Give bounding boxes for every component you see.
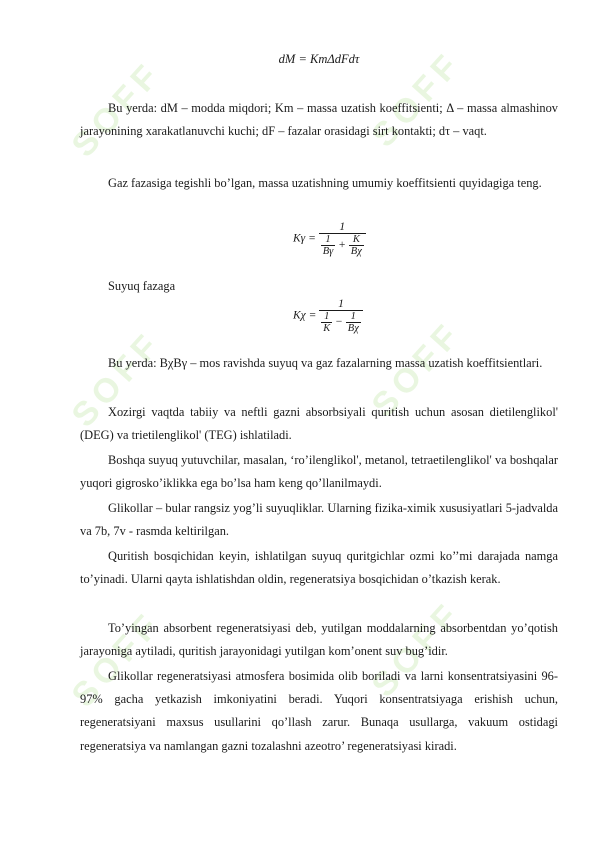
paragraph-6: Glikollar – bular rangsiz yog’li suyuqliklar. Ularning fizika-ximik xususiyatlari 5-jadvalda va 7b, 7v - rasmda keltirilgan. xyxy=(80,501,558,539)
paragraph-2: Gaz fazasiga tegishli bo’lgan, massa uzatishning umumiy koeffitsienti quyidagiga teng. xyxy=(108,176,542,190)
formula-liquid-t1-num: 1 xyxy=(321,311,332,323)
watermark: SOFF xyxy=(64,323,170,435)
formula-liquid-op: − xyxy=(335,316,343,329)
paragraph-7: Quritish bosqichidan keyin, ishlatilgan suyuq quritgichlar ozmi ko’’mi darajada namga to’yinadi. Ularni qayta ishlatishdan oldin, regeneratsiya bosqichidan o’tkazish kerak. xyxy=(80,549,558,587)
formula-liquid-t2-den: Bχ xyxy=(347,323,359,334)
formula-gas-t1-num: 1 xyxy=(321,234,336,246)
label-liquid: Suyuq fazaga xyxy=(108,279,176,293)
paragraph-8: To’yingan absorbent regeneratsiyasi deb, yutilgan moddalarning absorbentdan yo’qotish jarayoniga aytiladi, quritish jarayonidagi yutilgan kom’onent suv bug’idir. xyxy=(80,621,558,659)
formula-liquid-numerator: 1 xyxy=(319,298,363,311)
watermark: SOFF xyxy=(364,593,470,705)
watermark: SOFF xyxy=(364,313,470,425)
formula-gas-eq: = xyxy=(308,232,316,245)
formula-main: dM = KmΔdFdτ xyxy=(278,52,360,66)
formula-liquid-eq: = xyxy=(308,309,317,322)
formula-liquid-t1-den: K xyxy=(323,323,331,334)
formula-liquid-t2-num: 1 xyxy=(346,311,361,323)
formula-gas-t2-den: Bχ xyxy=(350,246,362,257)
paragraph-5: Boshqa suyuq yutuvchilar, masalan, ‘ro’ilenglikol', metanol, tetraetilenglikol' va boshqalar yuqori gigrosko’iklikka ega bo’lsa ham keng qo’llanilmaydi. xyxy=(80,453,558,491)
formula-liquid xyxy=(293,298,363,334)
watermark: SOFF xyxy=(364,43,470,155)
formula-gas-t2-num: K xyxy=(349,234,364,246)
formula-gas-t1-den: Bγ xyxy=(322,246,334,257)
formula-gas-lhs: Kγ xyxy=(293,232,306,245)
formula-gas-op: + xyxy=(338,239,346,252)
paragraph-9: Glikollar regeneratsiyasi atmosfera bosimida olib boriladi va larni konsentratsiyasini 96-97% gacha yetkazish imkoniyatini beradi. Yuqori konsentratsiyaga erishish uchun, regeneratsiyani maxsus usullarini qo’llash zarur. Bunaqa usullarga, vakuum ostidagi regeneratsiya va namlangan gazni tozalashni azeotro’ regeneratsiyasi kiradi. xyxy=(80,669,558,753)
paragraph-4: Xozirgi vaqtda tabiiy va neftli gazni absorbsiyali quritish uchun asosan dietilenglikol' (DEG) va trietilenglikol' (TEG) ishlatiladi. xyxy=(80,405,558,443)
paragraph-1: Bu yerda: dM – modda miqdori; Km – massa uzatish koeffitsienti; Δ – massa almashinov jarayonining xarakatlanuvchi kuchi; dF – fazalar orasidagi sirt kontakti; dτ – vaqt. xyxy=(80,101,558,139)
watermark: SOFF xyxy=(64,53,170,165)
formula-gas xyxy=(293,221,366,257)
watermark: SOFF xyxy=(64,603,170,715)
formula-liquid-lhs: Kχ xyxy=(293,309,306,322)
paragraph-3: Bu yerda: BχBγ – mos ravishda suyuq va gaz fazalarning massa uzatish koeffitsientlari. xyxy=(108,356,543,370)
formula-gas-numerator: 1 xyxy=(319,221,366,234)
